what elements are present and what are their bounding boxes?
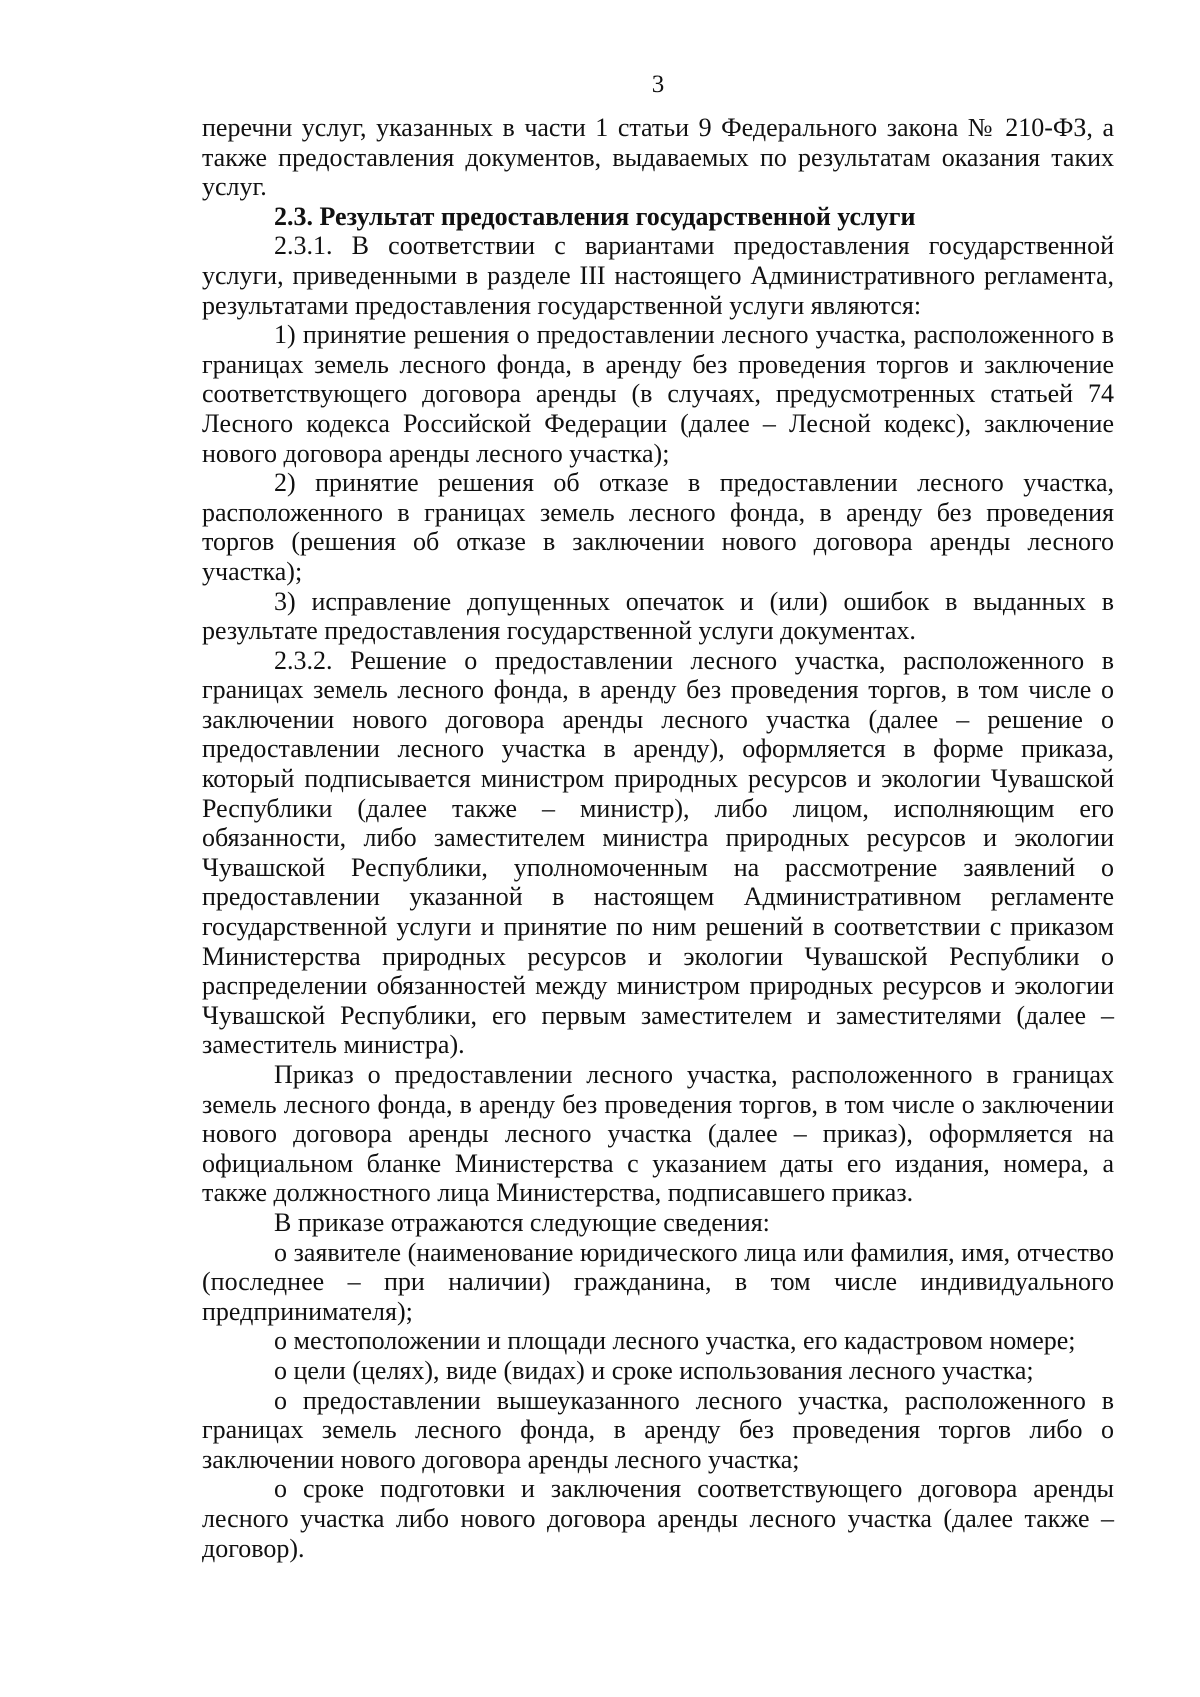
list-item: о цели (целях), виде (видах) и сроке использования лесного участка; bbox=[274, 1355, 1034, 1385]
paragraph: В приказе отражаются следующие сведения: bbox=[274, 1207, 770, 1237]
list-item: 2) принятие решения об отказе в предоставлении лесного участка, расположенного в границах земель лесного фонда, в аренду без проведения торгов (решения об отказе в заключении нового договора аренды лесного участка); bbox=[202, 468, 1114, 586]
list-item: о предоставлении вышеуказанного лесного участка, расположенного в границах земель лесного фонда, в аренду без проведения торгов либо о заключении нового договора аренды лесного участка; bbox=[202, 1385, 1114, 1474]
list-item: о сроке подготовки и заключения соответствующего договора аренды лесного участка либо нового договора аренды лесного участка (далее также – договор). bbox=[202, 1474, 1114, 1563]
section-heading: 2.3. Результат предоставления государственной услуги bbox=[274, 201, 916, 231]
paragraph: 2.3.2. Решение о предоставлении лесного участка, расположенного в границах земель лесного фонда, в аренду без проведения торгов, в том числе о заключении нового договора аренды лесного участка (далее – решение о предоставлении лесного участка в аренду), оформляется в форме приказа, который подписывается министром природных ресурсов и экологии Чувашской Республики (далее также – министр), либо лицом, исполняющим его обязанности, либо заместителем министра природных ресурсов и экологии Чувашской Республики, уполномоченным на рассмотрение заявлений о предоставлении указанной в настоящем Административном регламенте государственной услуги и принятие по ним решений в соответствии с приказом Министерства природных ресурсов и экологии Чувашской Республики о распределении обязанностей между министром природных ресурсов и экологии Чувашской Республики, его первым заместителем и заместителями (далее – заместитель министра). bbox=[202, 645, 1114, 1060]
list-item: о местоположении и площади лесного участка, его кадастровом номере; bbox=[274, 1326, 1076, 1356]
list-item: 3) исправление допущенных опечаток и (или) ошибок в выданных в результате предоставления государственной услуги документах. bbox=[202, 586, 1114, 646]
page-number: 3 bbox=[651, 71, 665, 98]
paragraph: Приказ о предоставлении лесного участка, расположенного в границах земель лесного фонда, в аренду без проведения торгов, в том числе о заключении нового договора аренды лесного участка (далее – приказ), оформляется на официальном бланке Министерства с указанием даты его издания, номера, а также должностного лица Министерства, подписавшего приказ. bbox=[202, 1060, 1114, 1208]
paragraph-continuation: перечни услуг, указанных в части 1 статьи 9 Федерального закона № 210-ФЗ, а также предоставления документов, выдаваемых по результатам оказания таких услуг. bbox=[202, 113, 1114, 202]
list-item: 1) принятие решения о предоставлении лесного участка, расположенного в границах земель лесного фонда, в аренду без проведения торгов и заключение соответствующего договора аренды (в случаях, предусмотренных статьей 74 Лесного кодекса Российской Федерации (далее – Лесной кодекс), заключение нового договора аренды лесного участка); bbox=[202, 320, 1114, 468]
paragraph: 2.3.1. В соответствии с вариантами предоставления государственной услуги, приведенными в разделе III настоящего Административного регламента, результатами предоставления государственной услуги являются: bbox=[202, 231, 1114, 320]
list-item: о заявителе (наименование юридического лица или фамилия, имя, отчество (последнее – при наличии) гражданина, в том числе индивидуального предпринимателя); bbox=[202, 1237, 1114, 1326]
document-body bbox=[202, 113, 1114, 1563]
